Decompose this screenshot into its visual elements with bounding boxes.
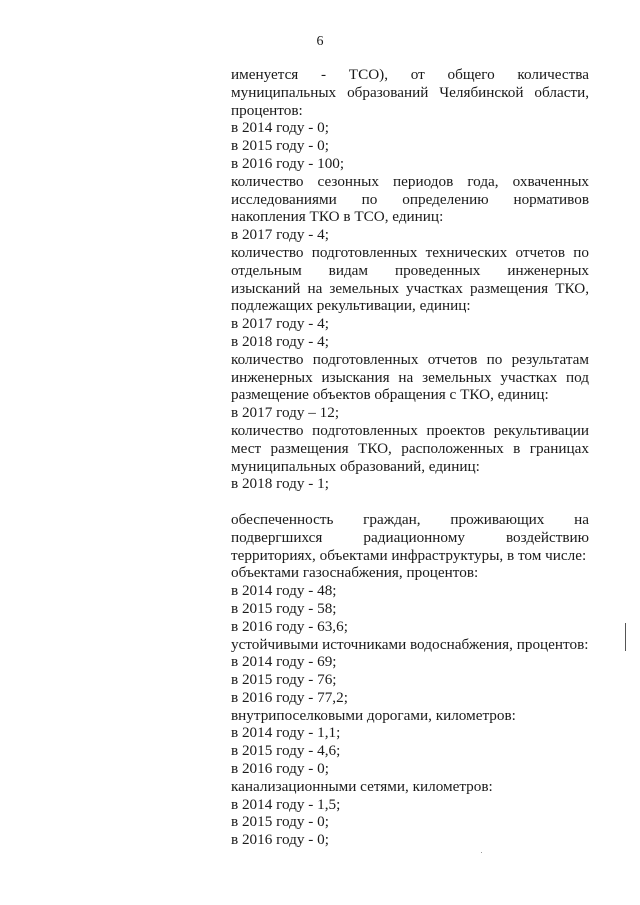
text-line: в 2016 году - 77,2; (231, 688, 348, 706)
text-line: в 2016 году - 0; (231, 831, 329, 849)
text-line: исследованиями по определению нормативов (231, 190, 589, 208)
text-line: объектами газоснабжения, процентов: (231, 564, 479, 582)
text-line: в 2016 году - 100; (231, 154, 345, 172)
text-line: подлежащих рекультивации, единиц: (231, 297, 471, 315)
text-line: в 2018 году - 4; (231, 332, 329, 350)
text-line: в 2017 году - 4; (231, 226, 329, 244)
text-line: территориях, объектами инфраструктуры, в том числе: (231, 546, 587, 564)
text-line: именуется - ТСО), от общего количества (231, 66, 589, 83)
page-number: 6 (316, 34, 324, 49)
text-line: в 2014 году - 48; (231, 582, 337, 600)
text-line: размещение объектов обращения с ТКО, единиц: (231, 386, 549, 404)
text-line: устойчивыми источниками водоснабжения, процентов: (231, 635, 589, 653)
text-line: отдельным видам проведенных инженерных (231, 261, 589, 279)
text-line: канализационными сетями, километров: (231, 777, 493, 795)
text-line: в 2015 году - 58; (231, 599, 337, 617)
paragraph-gap (231, 493, 589, 511)
text-line: количество подготовленных технических отчетов по (231, 243, 589, 261)
text-line: в 2015 году - 0; (231, 813, 329, 831)
text-line: муниципальных образований Челябинской области, (231, 83, 589, 101)
text-line: количество подготовленных отчетов по результатам (231, 350, 589, 368)
text-line: внутрипоселковыми дорогами, километров: (231, 706, 516, 724)
text-line: подвергшихся радиационному воздействию (231, 528, 589, 546)
text-line: обеспеченность граждан, проживающих на (231, 510, 589, 528)
text-line: в 2017 году - 4; (231, 315, 329, 333)
text-line: в 2018 году - 1; (231, 475, 329, 493)
text-line: в 2014 году - 1,5; (231, 795, 341, 813)
text-line: в 2015 году - 76; (231, 671, 337, 689)
margin-mark (625, 623, 626, 651)
text-line: муниципальных образований, единиц: (231, 457, 480, 475)
text-line: в 2014 году - 69; (231, 653, 337, 671)
text-line: в 2016 году - 63,6; (231, 617, 348, 635)
text-line: в 2016 году - 0; (231, 760, 329, 778)
text-line: в 2014 году - 0; (231, 119, 329, 137)
document-body (231, 66, 589, 849)
text-line: инженерных изыскания на земельных участках под (231, 368, 589, 386)
text-line: в 2017 году – 12; (231, 404, 340, 422)
text-line: в 2015 году - 4,6; (231, 742, 341, 760)
text-line: количество сезонных периодов года, охваченных (231, 172, 589, 190)
text-line: в 2014 году - 1,1; (231, 724, 341, 742)
text-line: процентов: (231, 101, 303, 119)
scan-dot (481, 852, 482, 853)
text-line: изысканий на земельных участках размещения ТКО, (231, 279, 589, 297)
text-line: количество подготовленных проектов рекультивации (231, 421, 589, 439)
text-line: мест размещения ТКО, расположенных в границах (231, 439, 589, 457)
text-line: накопления ТКО в ТСО, единиц: (231, 208, 444, 226)
text-line: в 2015 году - 0; (231, 137, 329, 155)
